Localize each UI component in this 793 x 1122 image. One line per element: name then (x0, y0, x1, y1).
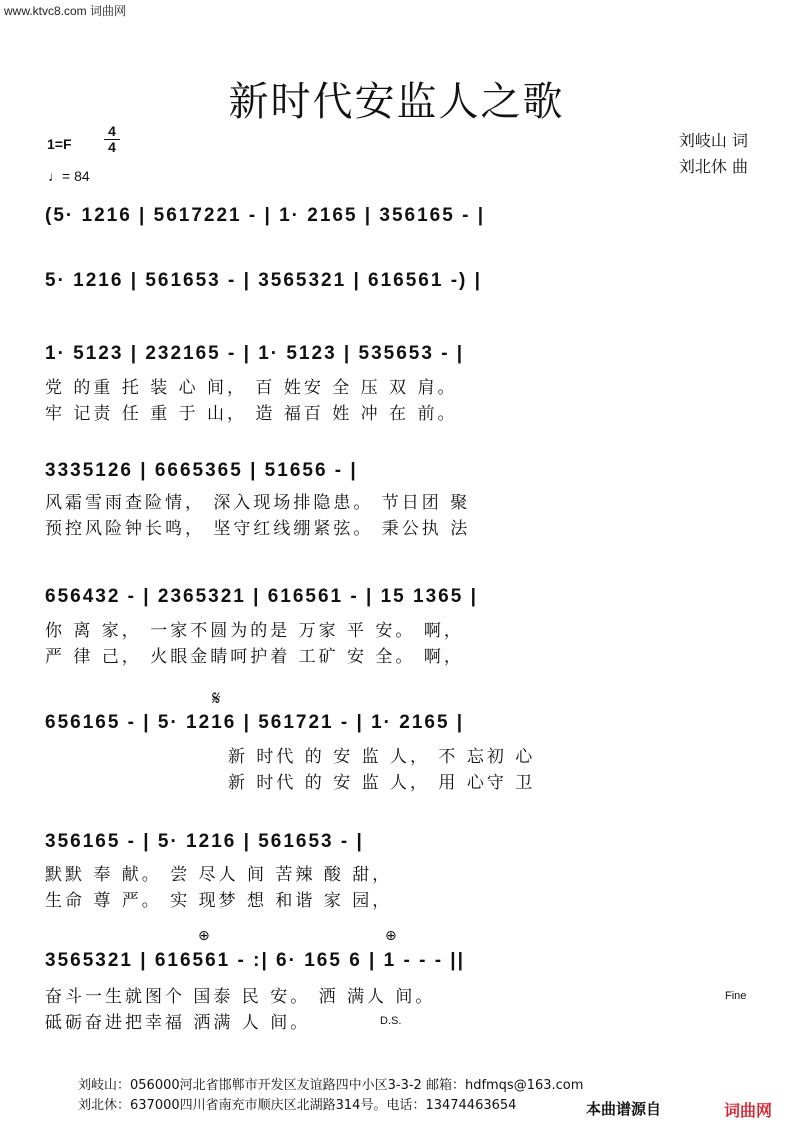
footer-contact-composer: 刘北休：637000四川省南充市顺庆区北湖路314号。电话：13474463654 (78, 1098, 517, 1113)
notes-line-7: 356165 - | 5· 1216 | 561653 - | (45, 831, 364, 852)
watermark: www.ktvc8.com 词曲网 (4, 4, 127, 18)
lyric-line-6a: 新 时代 的 安 监 人， 不 忘初 心 (228, 747, 536, 767)
meter-top: 4 (108, 123, 116, 139)
staff-line-2 (45, 270, 750, 310)
fine-marking: Fine (725, 990, 747, 1002)
lyric-line-5a: 你 离 家， 一家不圆为的是 万家 平 安。 啊， (45, 621, 464, 641)
lyric-line-7a: 默默 奉 献。 尝 尽人 间 苦辣 酸 甜， (45, 865, 393, 885)
notes-line-6: 656165 - | 5· 1216 | 561721 - | 1· 2165 | (45, 712, 465, 733)
notes-line-4: 3335126 | 6665365 | 51656 - | (45, 460, 358, 481)
key-signature: 1=F (47, 136, 72, 152)
staff-line-1 (45, 205, 750, 245)
notes-line-8: 3565321 | 616561 - :| 6· 165 6 | 1 - - - || (45, 950, 465, 971)
lyric-line-8a: 奋斗一生就图个 国泰 民 安。 洒 满人 间。 (45, 987, 436, 1007)
segno-icon: 𝄋 (212, 686, 221, 710)
quarter-note-icon: ♩ (48, 168, 62, 184)
notes-line-1: (5· 1216 | 5617221 - | 1· 2165 | 356165 - | (45, 205, 486, 226)
source-label: 本曲谱源自 (583, 1098, 664, 1119)
ds-marking: D.S. (380, 1015, 402, 1027)
page-title: 新时代安监人之歌 (228, 79, 565, 125)
composer-credit: 刘北休 曲 (678, 157, 748, 176)
tempo-marking (48, 168, 90, 184)
footer-contact-lyricist: 刘岐山：056000河北省邯郸市开发区友谊路四中小区3-3-2 邮箱：hdfmqs@163.com (78, 1078, 584, 1093)
meter-bottom: 4 (104, 139, 120, 155)
lyric-line-4a: 风霜雪雨查险情， 深入现场排隐患。 节日团 聚 (45, 493, 471, 513)
notes-line-2: 5· 1216 | 561653 - | 3565321 | 616561 -) | (45, 270, 482, 291)
coda-icon-2: ⊕ (385, 928, 397, 944)
source-site-logo[interactable]: 词曲网 (720, 1098, 776, 1121)
tempo-value: = 84 (62, 168, 90, 184)
lyric-line-5b: 严 律 己， 火眼金睛呵护着 工矿 安 全。 啊， (45, 647, 464, 667)
time-signature (104, 124, 120, 155)
notes-line-3: 1· 5123 | 232165 - | 1· 5123 | 535653 - | (45, 343, 465, 364)
lyricist-credit: 刘岐山 词 (678, 131, 748, 150)
coda-icon: ⊕ (198, 928, 210, 944)
lyric-line-3b: 牢 记责 任 重 于 山， 造 福百 姓 冲 在 前。 (45, 404, 458, 424)
lyric-line-7b: 生命 尊 严。 实 现梦 想 和谐 家 园， (45, 891, 393, 911)
lyric-line-3a: 党 的重 托 装 心 间， 百 姓安 全 压 双 肩。 (45, 378, 458, 398)
notes-line-5: 656432 - | 2365321 | 616561 - | 15 1365 | (45, 586, 478, 607)
lyric-line-6b: 新 时代 的 安 监 人， 用 心守 卫 (228, 773, 536, 793)
lyric-line-8b: 砥砺奋进把幸福 洒满 人 间。 (45, 1013, 311, 1033)
lyric-line-4b: 预控风险钟长鸣， 坚守红线绷紧弦。 秉公执 法 (45, 519, 471, 539)
